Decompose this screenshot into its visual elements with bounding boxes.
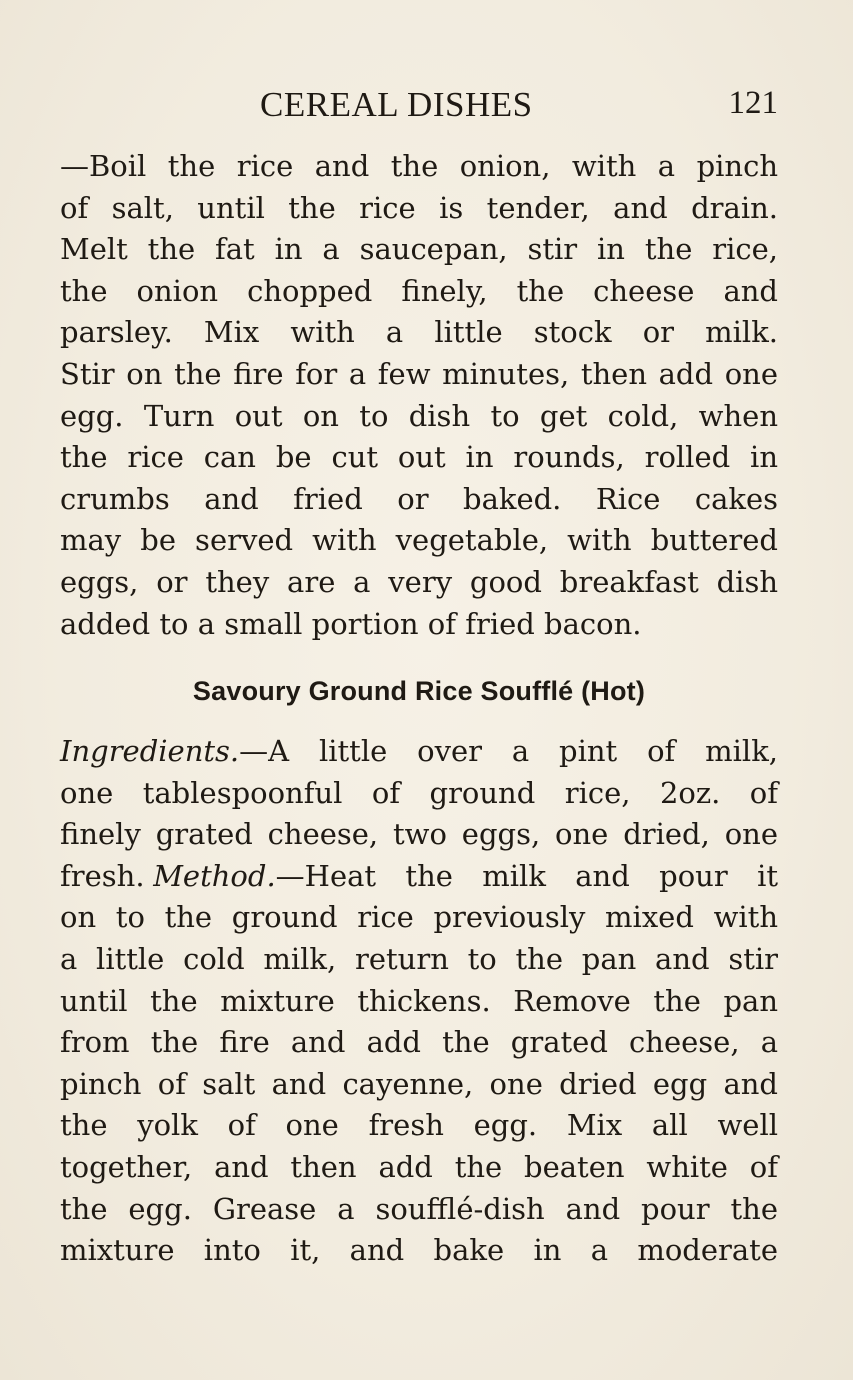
text-line: the egg. Grease a soufflé-dish and pour the (60, 1191, 778, 1226)
text-line: from the fire and add the grated cheese, a (60, 1025, 778, 1060)
paragraph-rice-cakes (60, 146, 778, 645)
text-line: one tablespoonful of ground rice, 2oz. of (60, 775, 778, 810)
text-line: until the mixture thickens. Remove the pan (60, 983, 778, 1018)
text-line: added to a small portion of fried bacon. (60, 606, 642, 641)
running-head (60, 85, 778, 129)
text-line: the rice can be cut out in rounds, rolled in (60, 440, 778, 475)
text-line (60, 856, 778, 898)
method-label: Method. (153, 858, 276, 893)
ingredients-label: Ingredients. (60, 734, 240, 768)
text-line: egg. Turn out on to dish to get cold, when (60, 398, 778, 433)
text-line: a little cold milk, return to the pan and stir (60, 941, 778, 976)
page-number: 121 (728, 85, 778, 121)
text-line: mixture into it, and bake in a moderate (60, 1233, 778, 1268)
chapter-title: CEREAL DISHES (260, 85, 533, 124)
text-fragment: fresh. (60, 858, 145, 893)
text-line: together, and then add the beaten white of (60, 1149, 778, 1184)
text-line: pinch of salt and cayenne, one dried egg and (60, 1066, 778, 1101)
text-line: finely grated cheese, two eggs, one dried, one (60, 817, 778, 852)
text-line: —Boil the rice and the onion, with a pinch (60, 149, 778, 183)
method-text: —Heat the milk and pour it (275, 858, 778, 893)
text-line (60, 731, 778, 773)
text-line: of salt, until the rice is tender, and drain. (60, 190, 778, 225)
text-line: Stir on the fire for a few minutes, then add one (60, 356, 778, 391)
text-line: the yolk of one fresh egg. Mix all well (60, 1108, 778, 1143)
text-line: parsley. Mix with a little stock or milk. (60, 315, 778, 350)
paragraph-souffle (60, 731, 778, 1272)
text-line: on to the ground rice previously mixed with (60, 900, 778, 935)
text-line: may be served with vegetable, with buttered (60, 523, 778, 558)
text-line: eggs, or they are a very good breakfast dish (60, 564, 778, 599)
text-line: crumbs and fried or baked. Rice cakes (60, 481, 778, 516)
text-line: Melt the fat in a saucepan, stir in the rice, (60, 232, 778, 267)
text-line: the onion chopped finely, the cheese and (60, 273, 778, 308)
ingredients-text: —A little over a pint of milk, (239, 734, 778, 768)
recipe-title: Savoury Ground Rice Soufflé (Hot) (192, 676, 646, 706)
